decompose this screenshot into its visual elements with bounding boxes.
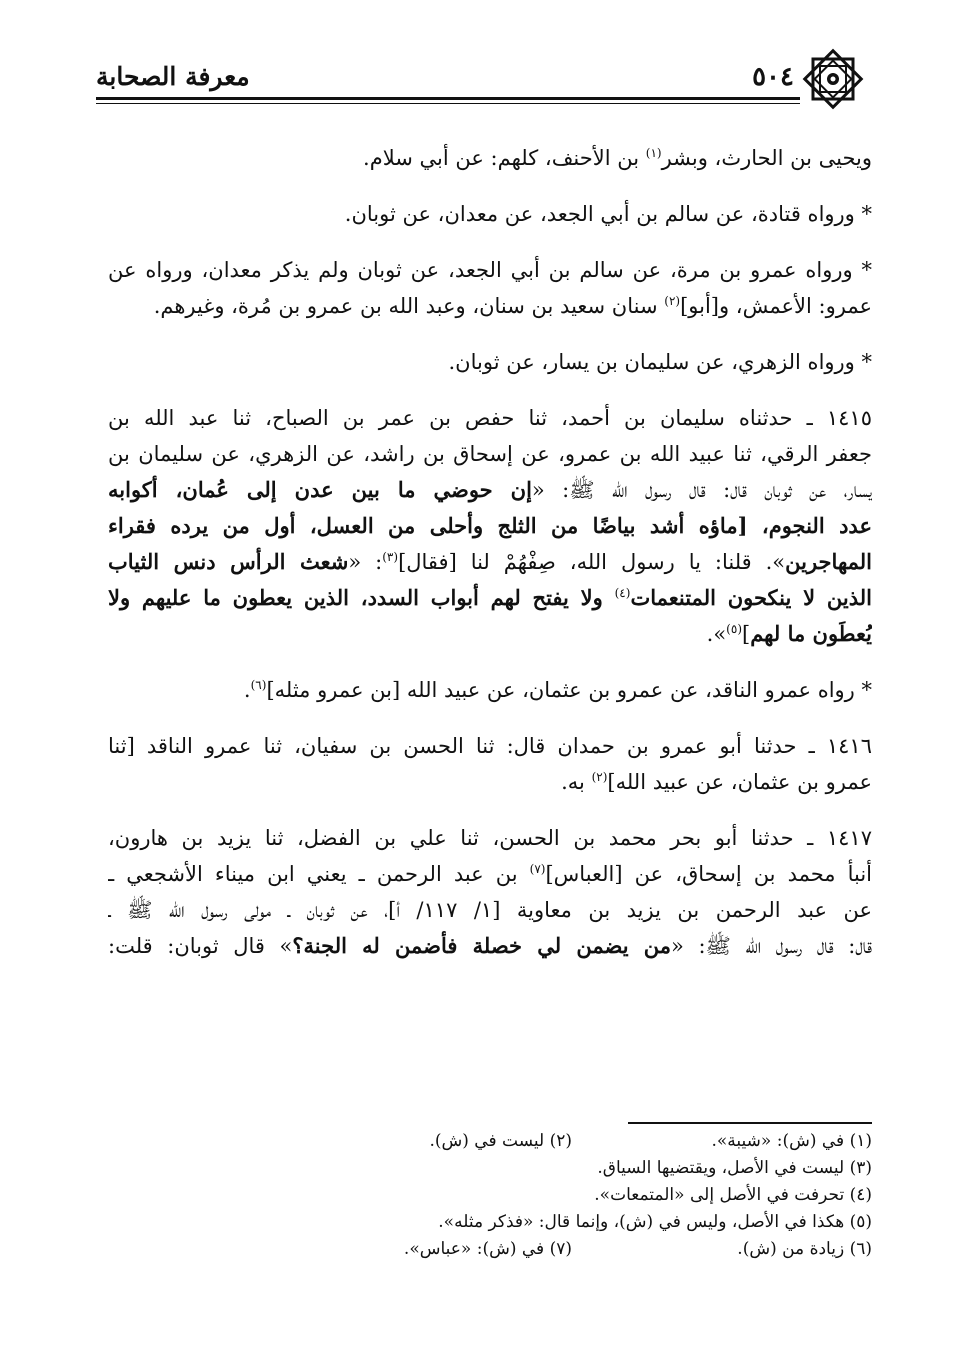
footnote-ref: (١) [645, 146, 662, 160]
text-span: * رواه عمرو الناقد، عن عمرو بن عثمان، عن عبيد الله [بن عمرو مثله] [266, 678, 872, 702]
footnotes [200, 1128, 872, 1263]
text-line: * ورواه قتادة، عن سالم بن أبي الجعد، عن معدان، عن ثوبان. [344, 202, 872, 226]
text-span: ». قلنا: يا رسول الله، صِفْهُمْ لنا [فقال] [398, 550, 786, 574]
text-line [108, 928, 872, 964]
running-title: معرفة الصحابة [96, 62, 250, 91]
text-line: * ورواه الزهري، عن سليمان بن يسار، عن ثوبان. [448, 350, 872, 374]
hadith-text: ماؤه أشد بياضًا من الثلج وأحلى من العسل، أول من يرده فقراء [108, 513, 738, 538]
text-line [108, 764, 872, 800]
hadith-text: يُعطَون ما لهم [750, 621, 872, 646]
text-span: عمرو بن عثمان، عن عبيد الله] [607, 770, 872, 794]
text-span: ويحيى بن الحارث، وبشر [661, 146, 872, 170]
text-span: بن الأحنف، كلهم: عن أبي سلام. [363, 146, 646, 170]
text-span: . [243, 678, 251, 702]
hadith-text: من يضمن لي خصلة فأضمن له الجنة؟ [292, 933, 672, 958]
hadith-text: إن حوضي ما بين عدن إلى عُمان، أكوابه [108, 477, 532, 502]
footnote-2: (٢) ليست في (ش). [429, 1131, 572, 1151]
text-line: عن عبد الرحمن بن يزيد بن معاوية [١/ ١١٧/ أ]، عن ثوبان ـ مولى رسول الله ﷺ ـ [108, 898, 872, 922]
text-span: عمرو: الأعمش، و[أبو] [680, 294, 872, 318]
hadith-text: عدد النجوم، [ [737, 513, 872, 538]
text-line: ١٤١٥ ـ حدثناه سليمان بن أحمد، ثنا حفص بن عمر بن الصباح، ثنا عبد الله بن [108, 406, 872, 430]
footnote-5: (٥) هكذا في الأصل، وليس في (ش)، وإنما قال: «فذكر مثله». [438, 1212, 872, 1232]
text-span: به. [561, 770, 592, 794]
text-span: ] [742, 622, 751, 646]
text-line: ١٤١٦ ـ حدثنا أبو عمرو بن حمدان قال: ثنا الحسن بن سفيان، ثنا عمرو الناقد [ثنا [108, 734, 872, 758]
text-line [108, 616, 872, 652]
octagonal-star-ornament-icon [802, 48, 864, 110]
text-line [108, 544, 872, 580]
text-span: سنان سعيد بن سنان، وعبد الله بن عمرو بن مُرة، وغيرهم. [153, 294, 665, 318]
footnote-ref: (٢) [591, 770, 608, 784]
hadith-text: ولا يفتح لهم أبواب السدد، الذين يعطون ما عليهم ولا [108, 585, 615, 610]
footnote-ref: (٣) [382, 550, 399, 564]
hadith-text: الذين لا ينكحون المتنعمات [630, 585, 872, 610]
text-line [108, 856, 872, 892]
text-line [108, 580, 872, 616]
header-rule [96, 97, 800, 100]
main-text [108, 140, 872, 964]
page-header [96, 48, 872, 118]
text-line [108, 472, 872, 508]
footnote-ref: (٧) [529, 862, 546, 876]
text-span: : « [348, 550, 383, 574]
text-span: يسار، عن ثوبان قال: قال رسول الله ﷺ: « [531, 478, 872, 502]
footnote-6: (٦) زيادة من (ش). [737, 1239, 872, 1259]
footnote-separator [628, 1122, 872, 1124]
text-line [108, 672, 872, 708]
page-number: ٥٠٤ [752, 62, 794, 92]
footnote-row [200, 1128, 872, 1155]
hadith-text: المهاجرين [785, 549, 872, 574]
text-span: بن عبد الرحمن ـ يعني ابن ميناء الأشجعي ـ [108, 862, 530, 886]
footnote-1: (١) في (ش): «شيبة». [711, 1131, 872, 1151]
hadith-text: شعث الرأس دنس الثياب [108, 549, 349, 574]
footnote-ref: (٤) [614, 586, 631, 600]
text-line [108, 140, 872, 176]
text-line: جعفر الرقي، ثنا عبيد الله بن عمرو، عن إسحاق بن راشد، عن الزهري، عن سليمان بن [108, 442, 872, 466]
footnote-ref: (٢) [664, 294, 681, 308]
footnote-row [200, 1236, 872, 1263]
header-rule-thin [96, 103, 800, 104]
text-span: قال: قال رسول الله ﷺ: « [671, 934, 872, 958]
text-span: أنبأ محمد بن إسحاق، عن [العباس] [545, 862, 872, 886]
text-span: ». [706, 622, 727, 646]
text-line: ١٤١٧ ـ حدثنا أبو بحر محمد بن الحسن، ثنا علي بن الفضل، ثنا يزيد بن هارون، [108, 826, 872, 850]
footnote-ref: (٦) [250, 678, 267, 692]
footnote-7: (٧) في (ش): «عباس». [403, 1239, 572, 1259]
footnote-4: (٤) تحرفت في الأصل إلى «المتمعات». [594, 1185, 872, 1205]
text-span: » قال ثوبان: قلت: [108, 934, 293, 958]
text-line [108, 508, 872, 544]
footnote-3: (٣) ليست في الأصل، ويقتضيها السياق. [597, 1158, 872, 1178]
text-line: * ورواه عمرو بن مرة، عن سالم بن أبي الجعد، عن ثوبان ولم يذكر معدان، ورواه عن [108, 258, 872, 282]
text-line [108, 288, 872, 324]
footnote-ref: (٥) [726, 622, 742, 636]
